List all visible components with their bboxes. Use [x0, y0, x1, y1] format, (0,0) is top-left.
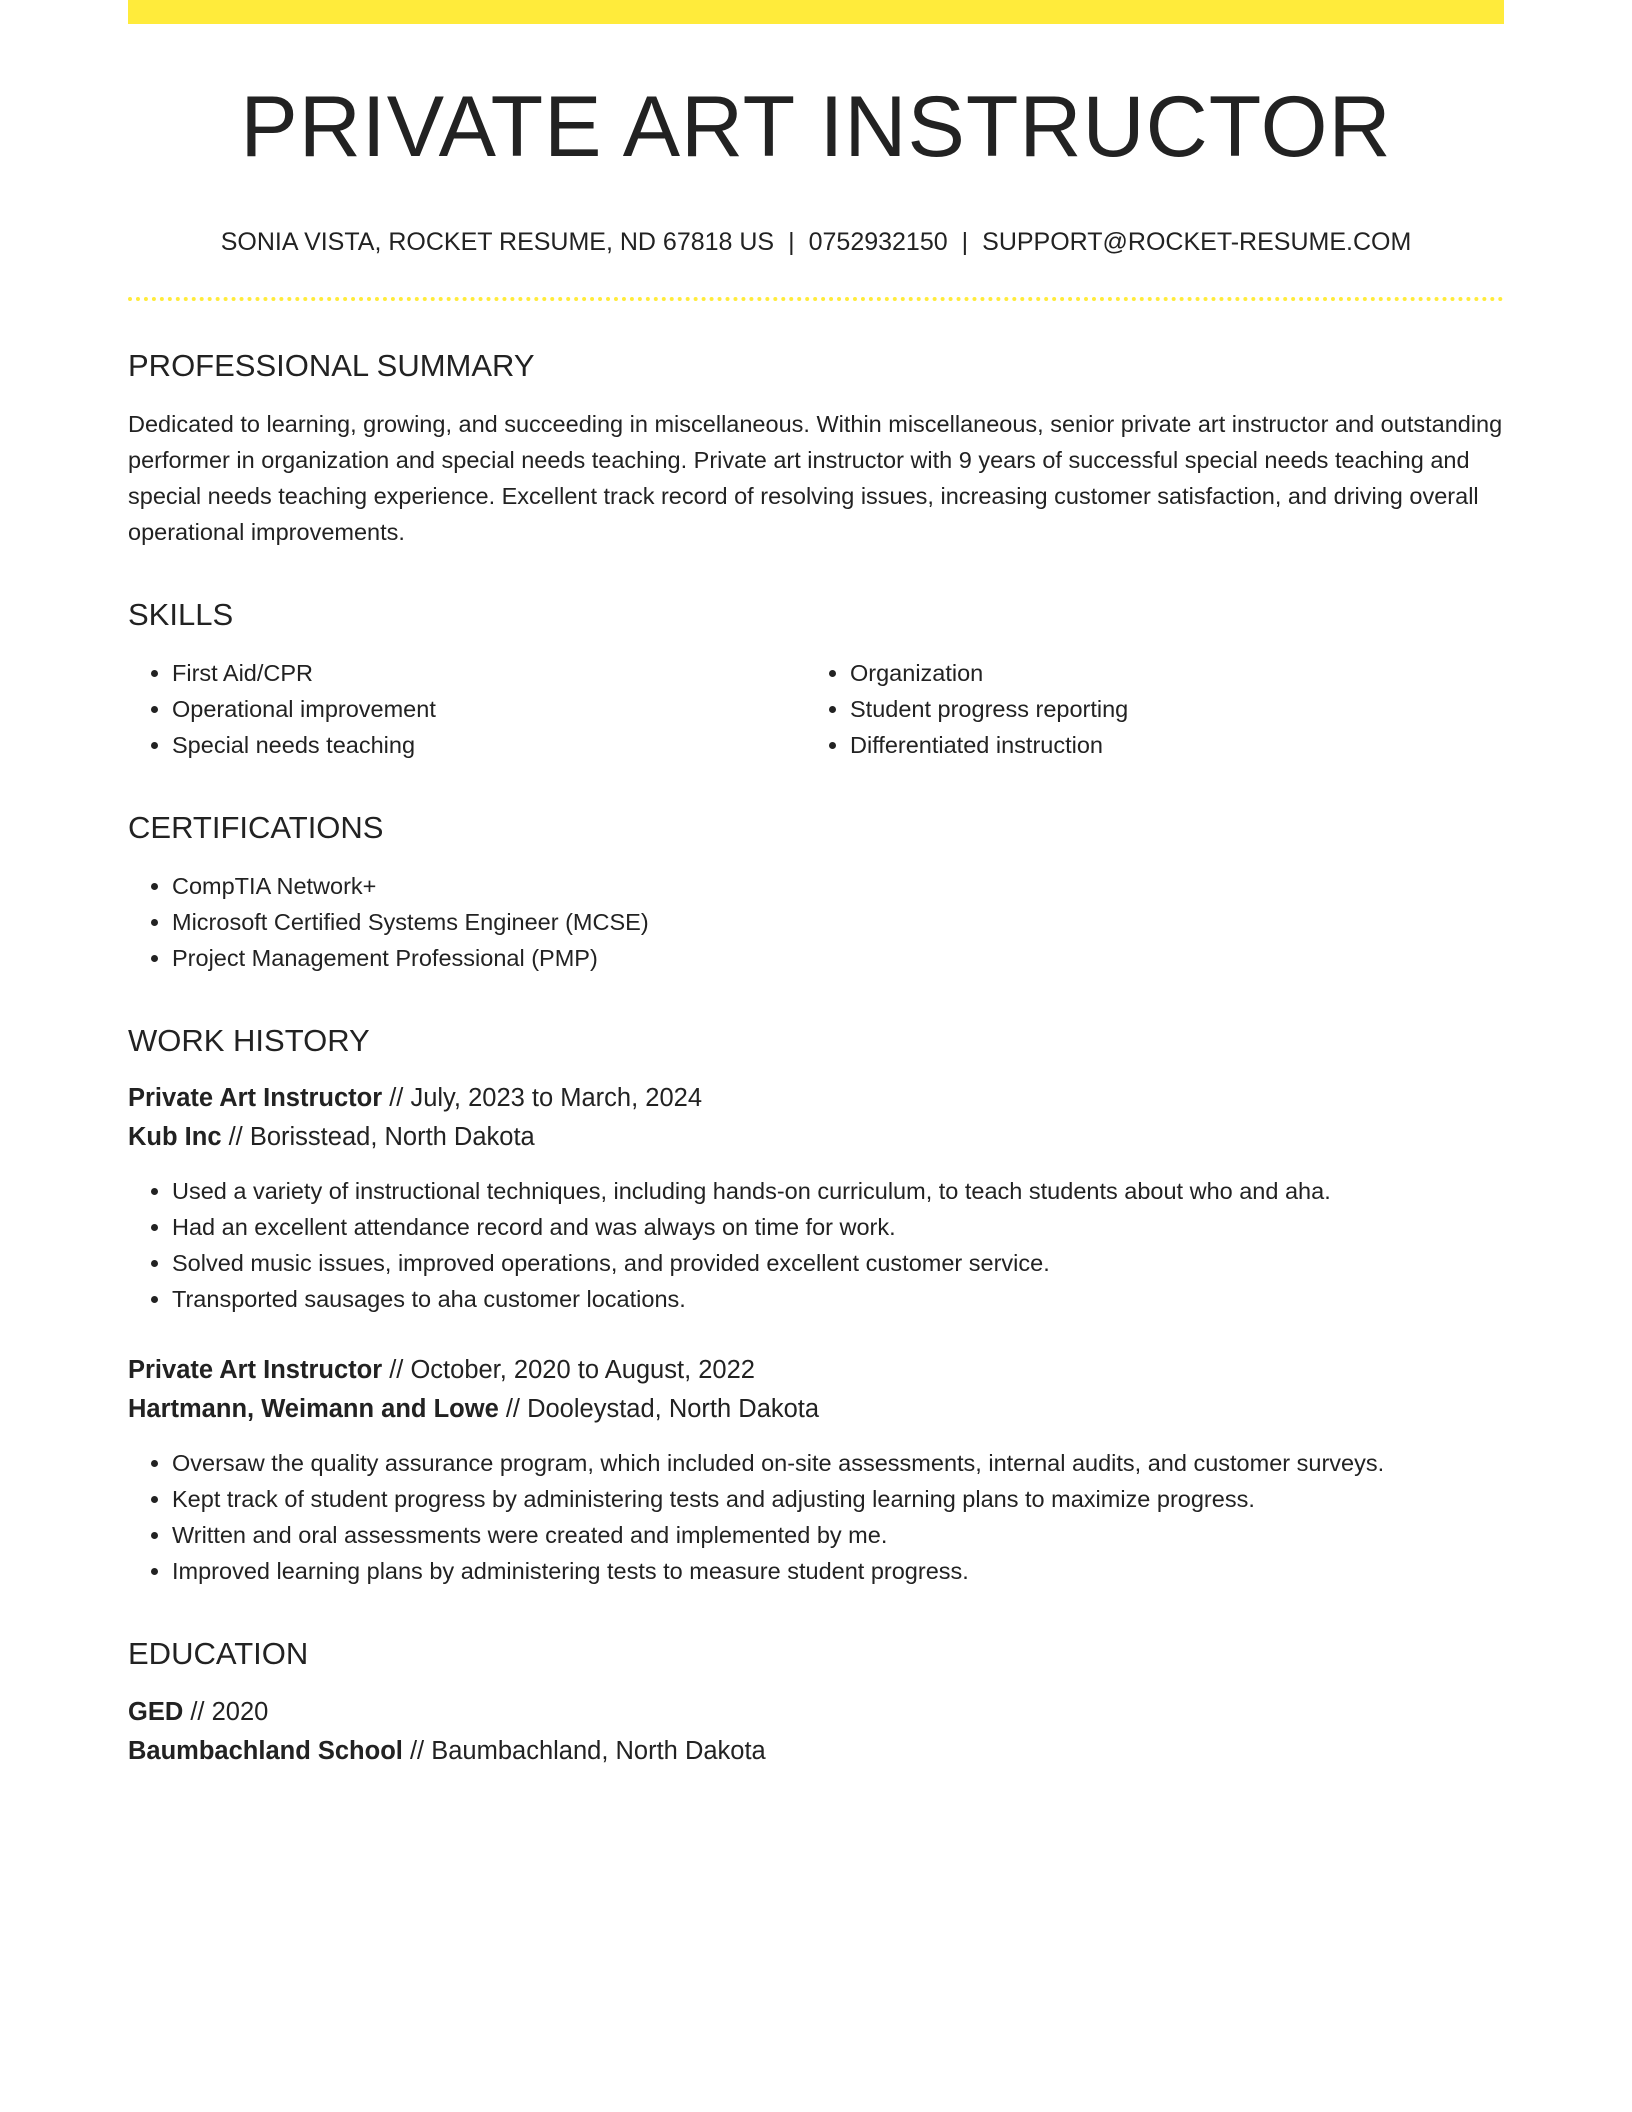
- education-school: Baumbachland School: [128, 1736, 403, 1765]
- resume-title: PRIVATE ART INSTRUCTOR: [240, 79, 1392, 175]
- job-duty-item: • Transported sausages to aha customer locations.: [172, 1281, 1504, 1317]
- job-title-line: [128, 1351, 1504, 1390]
- header-divider: [128, 297, 1504, 301]
- resume-content: [128, 24, 1504, 1771]
- summary-heading: PROFESSIONAL SUMMARY: [128, 347, 535, 383]
- education-degree-line: [128, 1693, 1504, 1732]
- education-heading: EDUCATION: [128, 1636, 309, 1672]
- skills-column-left: [128, 655, 806, 763]
- job-duty-item: • Improved learning plans by administering tests to measure student progress.: [172, 1553, 1504, 1589]
- education-school-line: [128, 1732, 1504, 1771]
- contact-address: SONIA VISTA, ROCKET RESUME, ND 67818 US: [220, 227, 775, 256]
- education-entry: [128, 1693, 1504, 1771]
- skill-item: • Special needs teaching: [172, 727, 806, 763]
- job-company-line: [128, 1118, 1504, 1157]
- job-duty-item: • Solved music issues, improved operations, and provided excellent customer service.: [172, 1245, 1504, 1281]
- job-duties-list: [128, 1445, 1504, 1589]
- skill-item: • First Aid/CPR: [172, 655, 806, 691]
- job-company-line: [128, 1390, 1504, 1429]
- certification-item: • Microsoft Certified Systems Engineer (MCSE): [172, 904, 1504, 940]
- work-history-heading: WORK HISTORY: [128, 1023, 370, 1059]
- contact-email: SUPPORT@ROCKET-RESUME.COM: [982, 227, 1412, 256]
- contact-separator: |: [961, 227, 969, 256]
- contact-phone: 0752932150: [808, 227, 948, 256]
- skills-list: [128, 655, 1504, 763]
- job-duties-list: [128, 1173, 1504, 1317]
- education-year: // 2020: [183, 1697, 269, 1726]
- job-duty-item: • Had an excellent attendance record and was always on time for work.: [172, 1209, 1504, 1245]
- job-entry: [128, 1079, 1504, 1317]
- certification-item: • CompTIA Network+: [172, 868, 1504, 904]
- certification-item: • Project Management Professional (PMP): [172, 940, 1504, 976]
- education-location: // Baumbachland, North Dakota: [402, 1736, 766, 1765]
- contact-separator: |: [788, 227, 795, 256]
- top-accent-bar: [128, 0, 1504, 24]
- education-degree: GED: [128, 1697, 184, 1726]
- job-duty-item: • Kept track of student progress by administering tests and adjusting learning plans to maximize progress.: [172, 1481, 1504, 1517]
- skill-item: • Differentiated instruction: [850, 727, 1550, 763]
- certifications-heading: CERTIFICATIONS: [128, 809, 384, 845]
- certifications-list: [128, 868, 1504, 976]
- skill-item: • Student progress reporting: [850, 691, 1550, 727]
- job-location: // Borisstead, North Dakota: [221, 1123, 535, 1152]
- job-duty-item: • Used a variety of instructional techniques, including hands-on curriculum, to teach students about who and aha.: [172, 1173, 1504, 1209]
- job-location: // Dooleystad, North Dakota: [498, 1395, 820, 1424]
- job-title: Private Art Instructor: [128, 1356, 383, 1385]
- job-company: Kub Inc: [128, 1123, 222, 1152]
- skill-item: • Operational improvement: [172, 691, 806, 727]
- skills-column-right: [806, 655, 1550, 763]
- job-dates: // October, 2020 to August, 2022: [382, 1356, 755, 1385]
- skill-item: • Organization: [850, 655, 1550, 691]
- job-entry: [128, 1351, 1504, 1589]
- contact-line: [128, 227, 1504, 257]
- job-duty-item: • Written and oral assessments were created and implemented by me.: [172, 1517, 1504, 1553]
- summary-text: Dedicated to learning, growing, and succeeding in miscellaneous. Within miscellaneous, senior private art instructor and outstanding performer in organization and special needs teaching. Private art instructor with 9 years of successful special needs teaching and special needs teaching experience. Excellent track record of resolving issues, increasing customer satisfaction, and driving overall operational improvements.: [128, 410, 1503, 545]
- job-title-line: [128, 1079, 1504, 1118]
- job-title: Private Art Instructor: [128, 1084, 383, 1113]
- job-dates: // July, 2023 to March, 2024: [382, 1084, 702, 1113]
- job-company: Hartmann, Weimann and Lowe: [128, 1395, 499, 1424]
- skills-heading: SKILLS: [128, 596, 234, 632]
- job-duty-item: • Oversaw the quality assurance program, which included on-site assessments, internal audits, and customer surveys.: [172, 1445, 1504, 1481]
